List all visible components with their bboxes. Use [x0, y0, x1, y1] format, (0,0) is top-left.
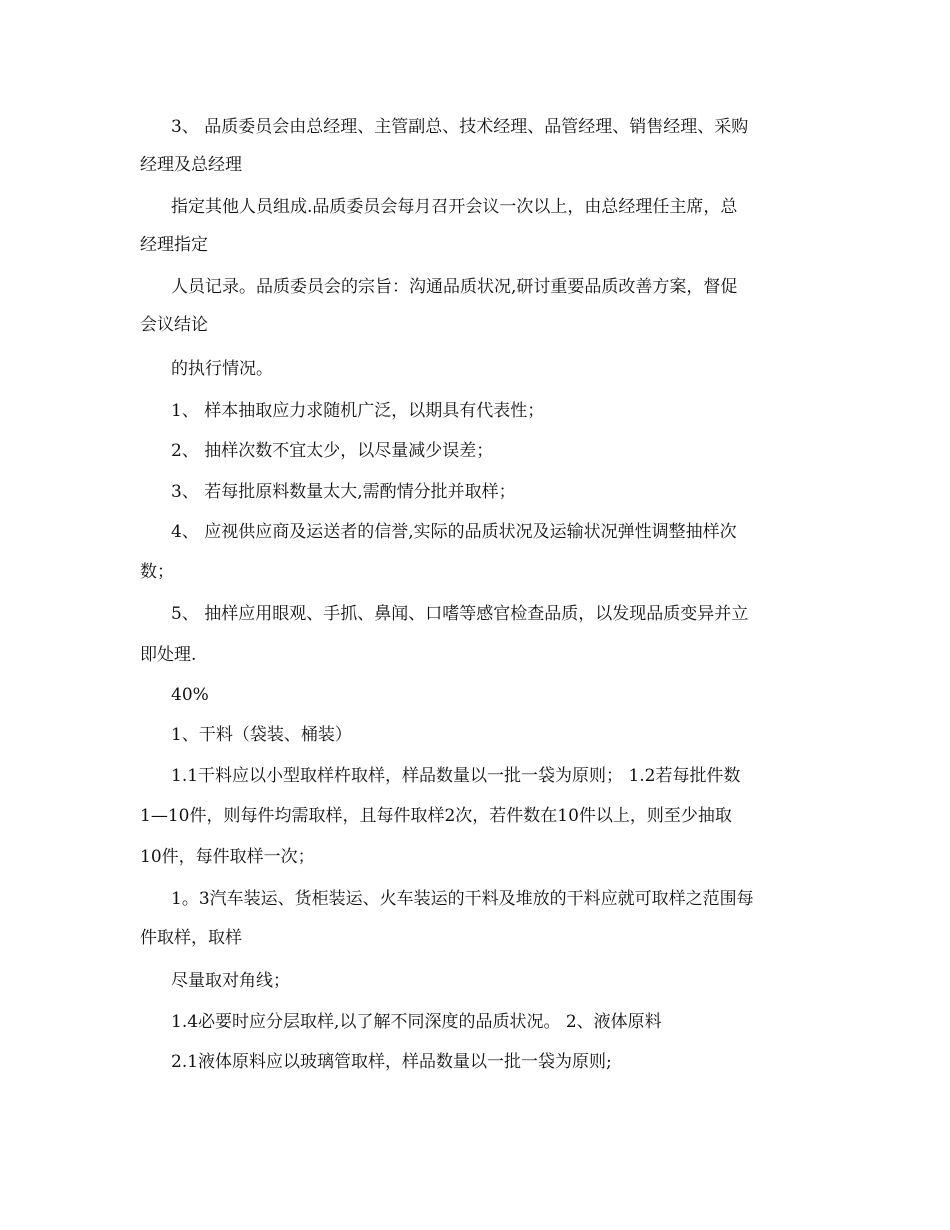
paragraph-line: 10件，每件取样一次；: [140, 847, 315, 867]
list-item: 2、 抽样次数不宜太少，以尽量减少误差；: [171, 441, 494, 461]
paragraph-line: 1。3汽车装运、货柜装运、火车装运的干料及堆放的干料应就可取样之范围每: [171, 889, 754, 909]
list-item: 5、 抽样应用眼观、手抓、鼻闻、口嗜等感官检查品质，以发现品质变异并立: [171, 604, 749, 624]
paragraph-line: 2.1液体原料应以玻璃管取样，样品数量以一批一袋为原则;: [171, 1052, 612, 1072]
paragraph-line: 1.4必要时应分层取样,以了解不同深度的品质状况。 2、液体原料: [171, 1012, 662, 1032]
paragraph-line: 1.1干料应以小型取样杵取样，样品数量以一批一袋为原则； 1.2若每批件数: [171, 766, 741, 786]
paragraph-line: 经理及总经理: [140, 155, 242, 175]
paragraph-line: 指定其他人员组成.品质委员会每月召开会议一次以上，由总经理任主席，总: [171, 197, 738, 217]
paragraph-line: 1—10件，则每件均需取样，且每件取样2次，若件数在10件以上，则至少抽取: [140, 806, 732, 826]
list-item: 1、 样本抽取应力求随机广泛，以期具有代表性；: [171, 401, 545, 421]
paragraph-line: 件取样，取样: [140, 928, 242, 948]
paragraph-line: 尽量取对角线；: [171, 971, 290, 991]
list-item: 3、 若每批原料数量太大,需酌情分批并取样；: [171, 482, 516, 502]
list-item-continuation: 即处理.: [140, 645, 197, 665]
paragraph-line: 人员记录。品质委员会的宗旨：沟通品质状况,研讨重要品质改善方案，督促: [171, 277, 738, 297]
paragraph-line: 经理指定: [140, 235, 208, 255]
list-item-continuation: 数；: [140, 562, 174, 582]
paragraph-line: 的执行情况。: [171, 359, 273, 379]
section-heading: 1、干料（袋装、桶装）: [171, 725, 352, 745]
paragraph-line: 会议结论: [140, 315, 208, 335]
percentage-text: 40%: [171, 685, 209, 705]
list-item: 4、 应视供应商及运送者的信誉,实际的品质状况及运输状况弹性调整抽样次: [171, 522, 737, 542]
paragraph-line: 3、 品质委员会由总经理、主管副总、技术经理、品管经理、销售经理、采购: [171, 117, 749, 137]
